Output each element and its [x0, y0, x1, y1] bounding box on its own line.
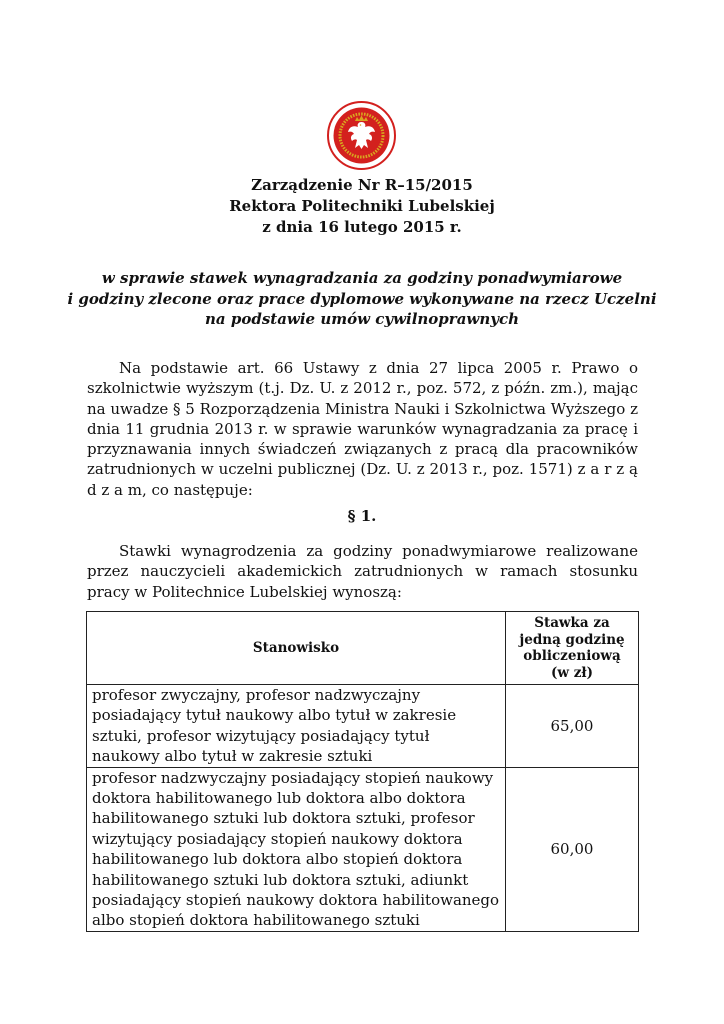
preamble-text: Na podstawie art. 66 Ustawy z dnia 27 lipca 2005 r. Prawo o szkolnictwie wyższym (t.j. Dz. U. z 2012 r., poz. 572, z późn. zm.), mając na uwadze § 5 Rozporządzenia Ministra Nauki i Szkolnictwa Wyższego z dnia 11 grudnia 2013 r. w sprawie warunków wynagradzania za pracę i przyznawania innych świadczeń związanych z pracą dla pracowników zatrudnionych w uczelni publicznej (Dz. U. z 2013 r., poz. 1571) z a r z ą d z a m, co następuje: [87, 359, 638, 499]
header-rate-line-4: (w zł) [551, 664, 593, 681]
title-line-1: Zarządzenie Nr R–15/2015 [251, 176, 473, 194]
header-rate-line-1: Stawka za [534, 615, 610, 631]
section-1-paragraph [87, 541, 638, 602]
document-title [0, 175, 724, 238]
table-row [87, 685, 639, 768]
document-subject [0, 268, 724, 330]
preamble-paragraph [87, 358, 638, 500]
header-rate-line-3: obliczeniową [523, 648, 621, 664]
subject-line-2: i godziny zlecone oraz prace dyplomowe wykonywane na rzecz Uczelni [67, 289, 657, 308]
header-position: Stanowisko [87, 612, 506, 685]
section-1-text: Stawki wynagrodzenia za godziny ponadwymiarowe realizowane przez nauczycieli akademickich zatrudnionych w ramach stosunku pracy w Politechnice Lubelskiej wynoszą: [87, 542, 638, 601]
subject-line-1: w sprawie stawek wynagradzania za godziny ponadwymiarowe [101, 269, 623, 287]
title-line-2: Rektora Politechniki Lubelskiej [229, 197, 495, 215]
row-position: profesor nadzwyczajny posiadający stopień naukowy doktora habilitowanego lub doktora albo doktora habilitowanego sztuki lub doktora sztuki, profesor wizytujący posiadający stopień naukowy doktora habilitowanego lub doktora albo stopień doktora habilitowanego sztuki lub doktora sztuki, adiunkt posiadający stopień naukowy doktora habilitowanego albo stopień doktora habilitowanego sztuki [87, 767, 506, 931]
table-header-row [87, 612, 639, 685]
row-rate: 65,00 [506, 685, 639, 768]
university-emblem-eagle-icon [327, 101, 396, 170]
header-rate-line-2: jedną godzinę [519, 631, 625, 648]
section-heading: § 1. [347, 507, 377, 525]
table-row [87, 767, 639, 931]
header-rate [506, 612, 639, 685]
title-line-3: z dnia 16 lutego 2015 r. [262, 218, 462, 236]
row-position: profesor zwyczajny, profesor nadzwyczajny posiadający tytuł naukowy albo tytuł w zakresie sztuki, profesor wizytujący posiadający tytuł naukowy albo tytuł w zakresie sztuki [87, 685, 506, 768]
rates-table [86, 611, 639, 932]
row-rate: 60,00 [506, 767, 639, 931]
subject-line-3: na podstawie umów cywilnoprawnych [205, 310, 519, 328]
